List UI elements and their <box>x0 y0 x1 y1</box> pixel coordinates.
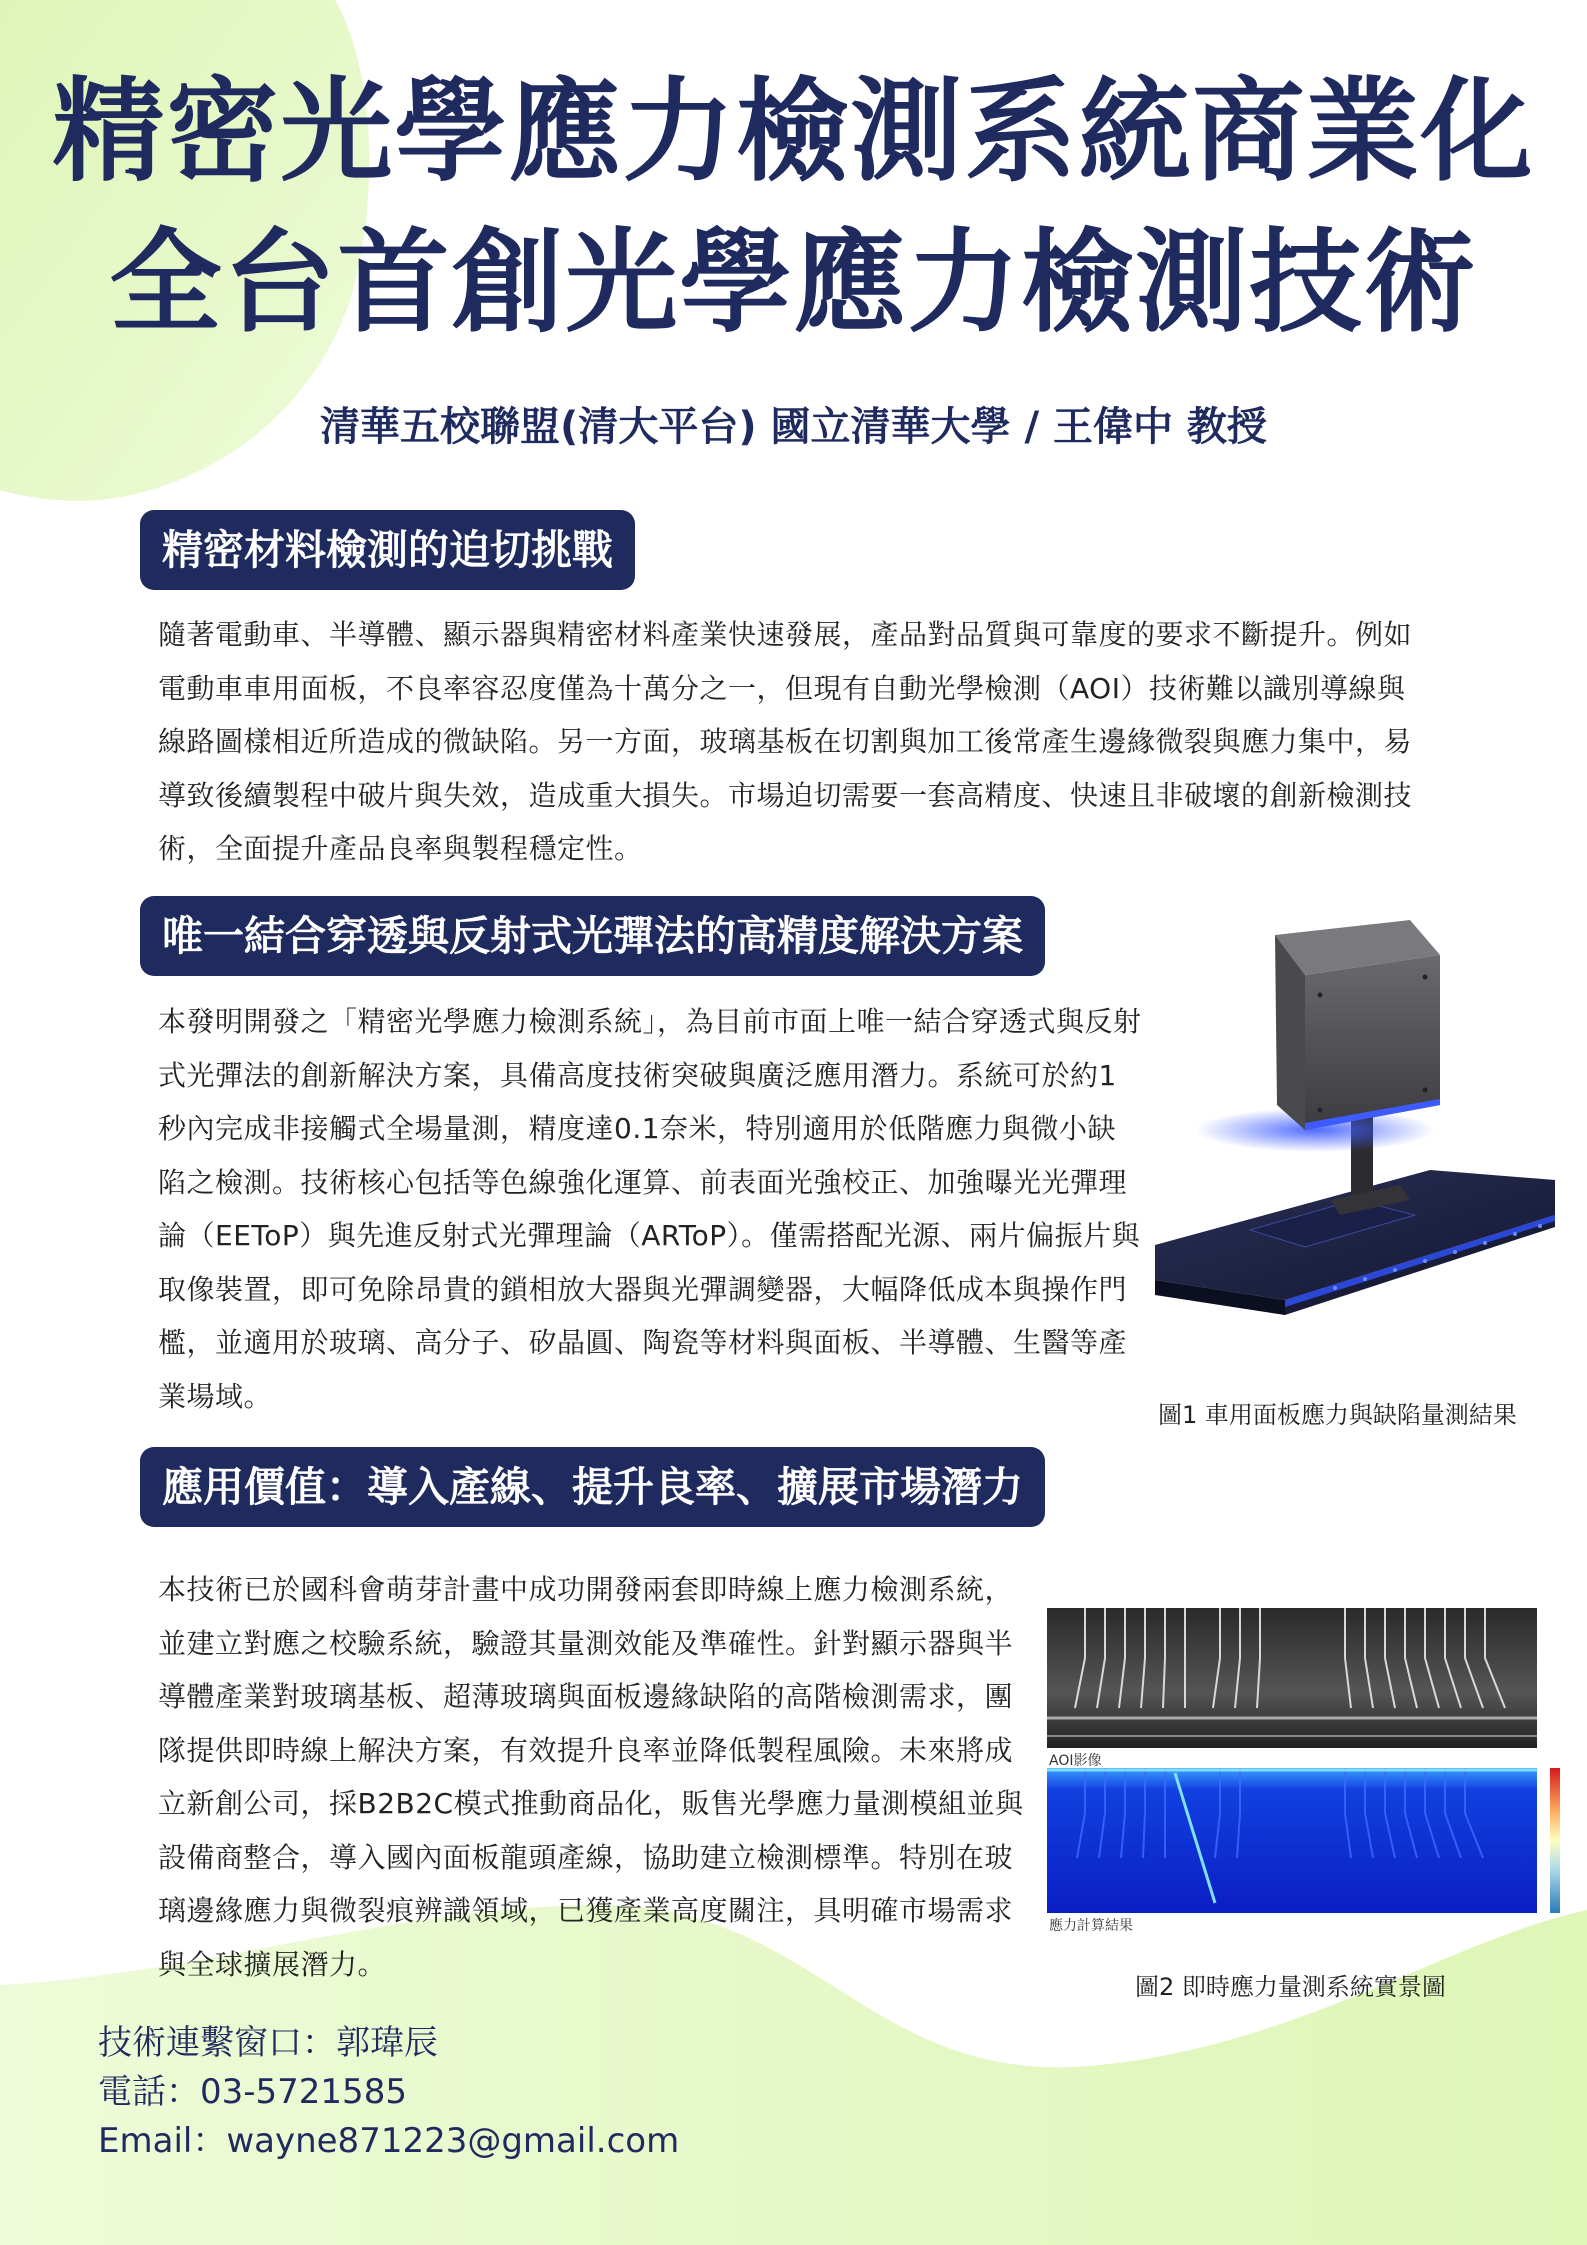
section-heading-solution: 唯一結合穿透與反射式光彈法的高精度解決方案 <box>140 896 1045 976</box>
page-title-line1: 精密光學應力檢測系統商業化 <box>52 67 1535 197</box>
section-heading-challenge: 精密材料檢測的迫切挑戰 <box>140 510 635 590</box>
section-body-value: 本技術已於國科會萌芽計畫中成功開發兩套即時線上應力檢測系統，並建立對應之校驗系統，驗證其量測效能及準確性。針對顯示器與半導體產業對玻璃基板、超薄玻璃與面板邊緣缺陷的高階檢測需求，團隊提供即時線上解決方案，有效提升良率並降低製程風險。未來將成立新創公司，採B2B2C模式推動商品化，販售光學應力量測模組並與設備商整合，導入國內面板龍頭產線，協助建立檢測標準。特別在玻璃邊緣應力與微裂痕辨識領域，已獲產業高度關注，具明確市場需求與全球擴展潛力。 <box>158 1573 1024 1981</box>
contact-email[interactable]: Email：wayne871223@gmail.com <box>98 2121 680 2161</box>
figure-2-result-image <box>1045 1598 1585 1938</box>
contact-phone: 電話：03-5721585 <box>98 2072 407 2112</box>
stress-result-label: 應力計算結果 <box>1049 1918 1133 1934</box>
figure-1-caption: 圖1 車用面板應力與缺陷量測結果 <box>1158 1401 1517 1429</box>
figure-1-device-image <box>1155 915 1555 1365</box>
section-body-solution: 本發明開發之「精密光學應力檢測系統」，為目前市面上唯一結合穿透式與反射式光彈法的創新解決方案，具備高度技術突破與廣泛應用潛力。系統可於約1秒內完成非接觸式全場量測，精度達0.1奈米，特別適用於低階應力與微小缺陷之檢測。技術核心包括等色線強化運算、前表面光強校正、加強曝光光彈理論（EEToP）與先進反射式光彈理論（ARToP）。僅需搭配光源、兩片偏振片與取像裝置，即可免除昂貴的鎖相放大器與光彈調變器，大幅降低成本與操作門檻，並適用於玻璃、高分子、矽晶圓、陶瓷等材料與面板、半導體、生醫等產業場域。 <box>158 1005 1142 1413</box>
contact-person: 技術連繫窗口：郭瑋辰 <box>98 2023 438 2063</box>
aoi-image-label: AOI影像 <box>1049 1753 1102 1769</box>
page-title-line2: 全台首創光學應力檢測技術 <box>109 218 1478 348</box>
section-body-challenge: 隨著電動車、半導體、顯示器與精密材料產業快速發展，產品對品質與可靠度的要求不斷提升。例如電動車車用面板，不良率容忍度僅為十萬分之一，但現有自動光學檢測（AOI）技術難以識別導線與線路圖樣相近所造成的微缺陷。另一方面，玻璃基板在切割與加工後常產生邊緣微裂與應力集中，易導致後續製程中破片與失效，造成重大損失。市場迫切需要一套高精度、快速且非破壞的創新檢測技術，全面提升產品良率與製程穩定性。 <box>158 618 1413 865</box>
section-heading-value: 應用價值：導入產線、提升良率、擴展市場潛力 <box>140 1447 1045 1527</box>
author-affiliation: 清華五校聯盟(清大平台) 國立清華大學 / 王偉中 教授 <box>320 404 1267 450</box>
figure-2-caption: 圖2 即時應力量測系統實景圖 <box>1135 1973 1446 2001</box>
